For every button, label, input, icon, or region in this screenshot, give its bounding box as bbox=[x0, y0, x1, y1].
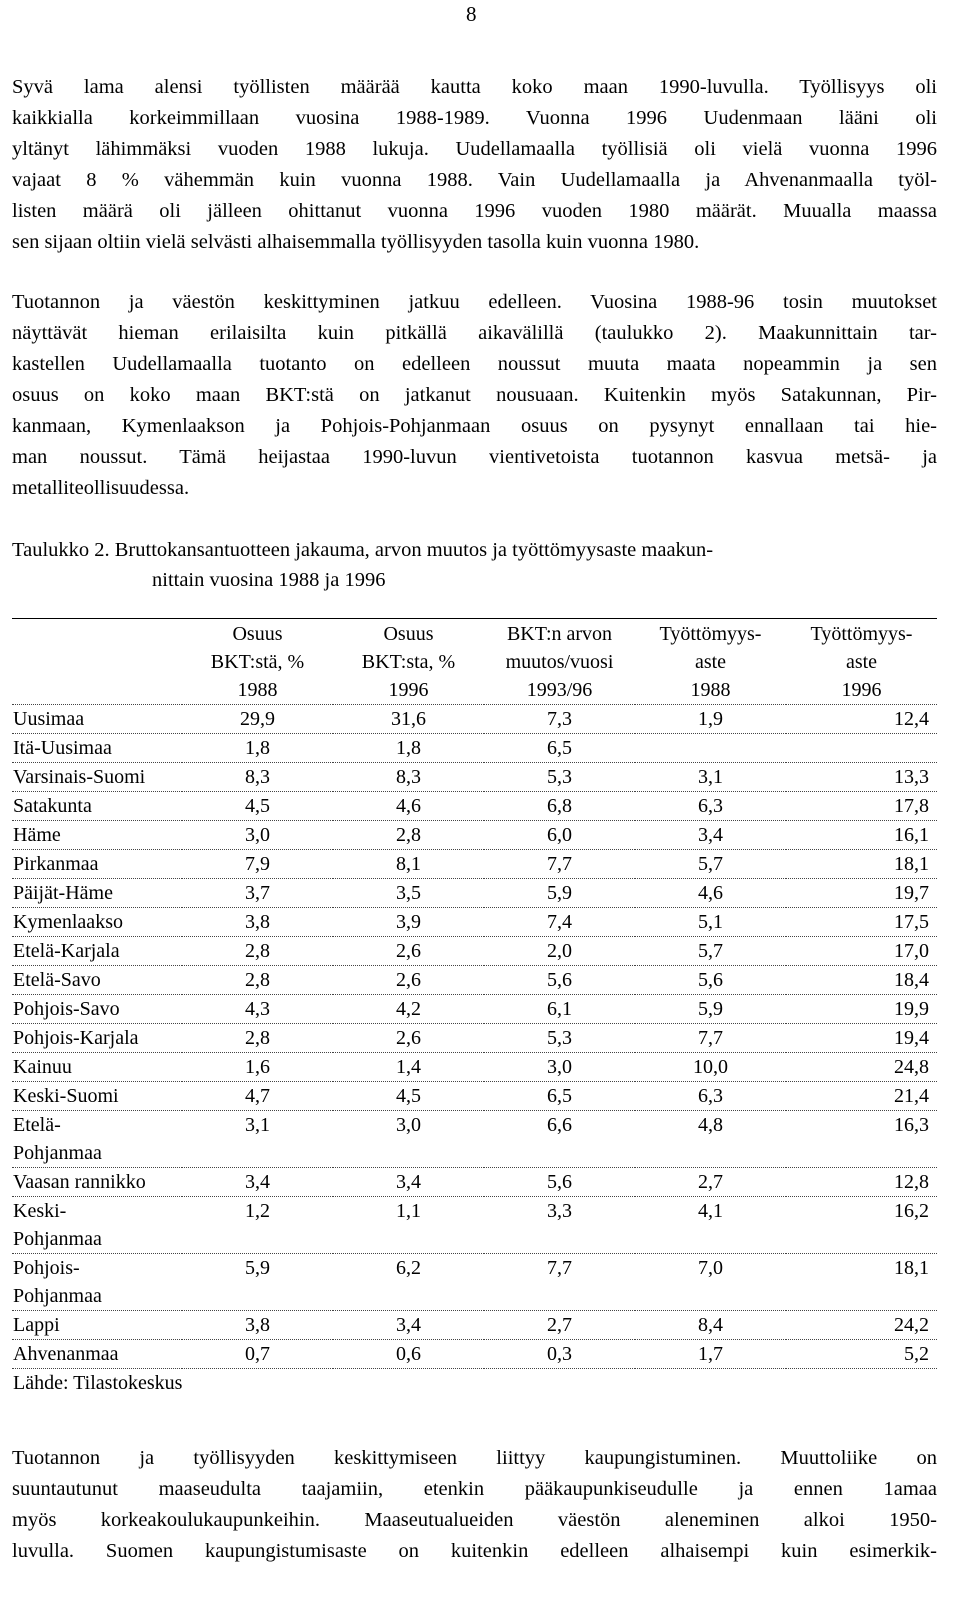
header-line: BKT:stä, % bbox=[210, 651, 305, 673]
table-row bbox=[12, 763, 937, 792]
text-line: man noussut. Tämä heijastaa 1990-luvun vientivetoista tuotannon kasvua metsä- ja bbox=[12, 446, 937, 468]
header-line: Työttömyys- bbox=[659, 623, 762, 645]
value-cell: 3,4 bbox=[182, 1168, 333, 1197]
value-cell: 1,4 bbox=[333, 1053, 484, 1082]
region-name-cell bbox=[12, 937, 182, 966]
header-line: Osuus bbox=[383, 623, 434, 645]
value-cell: 5,6 bbox=[635, 966, 786, 995]
value-cell: 1,7 bbox=[635, 1340, 786, 1369]
value-cell: 8,3 bbox=[182, 763, 333, 792]
region-name-cell bbox=[12, 1311, 182, 1340]
text-line: sen sijaan oltiin vielä selvästi alhaisemmalla työllisyyden tasolla kuin vuonna 1980. bbox=[12, 231, 700, 253]
text-line: kastellen Uudellamaalla tuotanto on edelleen noussut muuta maata nopeammin ja sen bbox=[12, 353, 937, 375]
table-row bbox=[12, 966, 937, 995]
table-source: Lähde: Tilastokeskus bbox=[13, 1372, 183, 1394]
text-line: yltänyt lähimmäksi vuoden 1988 lukuja. Uudellamaalla työllisiä oli vielä vuonna 1996 bbox=[12, 138, 937, 160]
value-cell: 2,6 bbox=[333, 1024, 484, 1053]
table-header-row bbox=[12, 618, 937, 705]
region-name: Kymenlaakso bbox=[13, 911, 123, 933]
value-cell: 6,3 bbox=[635, 792, 786, 821]
table-row bbox=[12, 908, 937, 937]
paragraph-urbanization bbox=[12, 1443, 937, 1567]
region-name: Pohjois-Karjala bbox=[13, 1027, 139, 1049]
value-cell: 4,8 bbox=[635, 1111, 786, 1168]
value-cell: 7,4 bbox=[484, 908, 635, 937]
value-cell: 24,8 bbox=[786, 1053, 937, 1082]
table-caption bbox=[12, 535, 713, 595]
value-cell: 2,7 bbox=[484, 1311, 635, 1340]
table-row bbox=[12, 1024, 937, 1053]
value-cell: 2,0 bbox=[484, 937, 635, 966]
header-line: 1993/96 bbox=[526, 679, 593, 701]
region-name-cell bbox=[12, 1053, 182, 1082]
value-cell: 5,9 bbox=[182, 1254, 333, 1311]
value-cell: 7,3 bbox=[484, 705, 635, 734]
value-cell: 7,7 bbox=[484, 1254, 635, 1311]
region-name-cell bbox=[12, 995, 182, 1024]
value-cell: 5,6 bbox=[484, 1168, 635, 1197]
region-name-cell bbox=[12, 734, 182, 763]
value-cell: 5,9 bbox=[484, 879, 635, 908]
value-cell: 19,4 bbox=[786, 1024, 937, 1053]
value-cell: 4,6 bbox=[333, 792, 484, 821]
text-line: kanmaan, Kymenlaakson ja Pohjois-Pohjanmaan osuus on pysynyt ennallaan tai hie- bbox=[12, 415, 937, 437]
header-cell-region bbox=[12, 618, 182, 705]
value-cell: 3,9 bbox=[333, 908, 484, 937]
header-line: aste bbox=[694, 651, 727, 673]
value-cell: 3,1 bbox=[635, 763, 786, 792]
header-line: Työttömyys- bbox=[810, 623, 913, 645]
paragraph-concentration bbox=[12, 287, 937, 504]
value-cell: 16,3 bbox=[786, 1111, 937, 1168]
table-row bbox=[12, 1082, 937, 1111]
header-cell-unemployment-1988 bbox=[635, 618, 786, 705]
region-name: Keski- bbox=[13, 1200, 67, 1222]
value-cell: 0,6 bbox=[333, 1340, 484, 1369]
value-cell: 5,9 bbox=[635, 995, 786, 1024]
value-cell: 3,0 bbox=[333, 1111, 484, 1168]
value-cell bbox=[786, 734, 937, 763]
region-name: Lappi bbox=[13, 1314, 60, 1336]
table-row bbox=[12, 1053, 937, 1082]
value-cell: 29,9 bbox=[182, 705, 333, 734]
value-cell: 3,0 bbox=[182, 821, 333, 850]
value-cell: 3,8 bbox=[182, 1311, 333, 1340]
value-cell: 12,8 bbox=[786, 1168, 937, 1197]
value-cell: 31,6 bbox=[333, 705, 484, 734]
table-row bbox=[12, 1168, 937, 1197]
value-cell: 3,1 bbox=[182, 1111, 333, 1168]
value-cell: 5,3 bbox=[484, 1024, 635, 1053]
value-cell: 17,0 bbox=[786, 937, 937, 966]
region-name: Pohjois- bbox=[13, 1257, 80, 1279]
value-cell: 16,2 bbox=[786, 1197, 937, 1254]
value-cell: 4,6 bbox=[635, 879, 786, 908]
region-name-cell bbox=[12, 1197, 182, 1254]
header-line: Osuus bbox=[232, 623, 283, 645]
region-name: Itä-Uusimaa bbox=[13, 737, 112, 759]
value-cell: 2,6 bbox=[333, 966, 484, 995]
header-line: muutos/vuosi bbox=[505, 651, 614, 673]
value-cell bbox=[635, 734, 786, 763]
header-line: 1988 bbox=[237, 679, 278, 701]
text-line: näyttävät hieman erilaisilta kuin pitkällä aikavälillä (taulukko 2). Maakunnittain tar- bbox=[12, 322, 937, 344]
region-name-cell bbox=[12, 1082, 182, 1111]
value-cell: 5,7 bbox=[635, 850, 786, 879]
value-cell: 4,3 bbox=[182, 995, 333, 1024]
value-cell: 3,4 bbox=[635, 821, 786, 850]
value-cell: 6,2 bbox=[333, 1254, 484, 1311]
value-cell: 7,7 bbox=[484, 850, 635, 879]
region-name: Uusimaa bbox=[13, 708, 85, 730]
region-name: Keski-Suomi bbox=[13, 1085, 119, 1107]
gdp-table bbox=[12, 618, 937, 1397]
text-line: Syvä lama alensi työllisten määrää kautta koko maan 1990-luvulla. Työllisyys oli bbox=[12, 76, 937, 98]
value-cell: 2,8 bbox=[182, 1024, 333, 1053]
value-cell: 17,5 bbox=[786, 908, 937, 937]
value-cell: 3,7 bbox=[182, 879, 333, 908]
text-line: Tuotannon ja väestön keskittyminen jatkuu edelleen. Vuosina 1988-96 tosin muutokset bbox=[12, 291, 937, 313]
region-name: Satakunta bbox=[13, 795, 92, 817]
value-cell: 2,6 bbox=[333, 937, 484, 966]
table-row bbox=[12, 1311, 937, 1340]
header-line: BKT:sta, % bbox=[361, 651, 456, 673]
value-cell: 5,7 bbox=[635, 937, 786, 966]
value-cell: 6,5 bbox=[484, 1082, 635, 1111]
value-cell: 16,1 bbox=[786, 821, 937, 850]
value-cell: 4,2 bbox=[333, 995, 484, 1024]
value-cell: 7,7 bbox=[635, 1024, 786, 1053]
header-line: BKT:n arvon bbox=[506, 623, 613, 645]
caption-line: Taulukko 2. Bruttokansantuotteen jakauma, arvon muutos ja työttömyysaste maakun- bbox=[12, 539, 714, 561]
value-cell: 7,0 bbox=[635, 1254, 786, 1311]
region-name-cell bbox=[12, 1168, 182, 1197]
value-cell: 2,8 bbox=[182, 937, 333, 966]
region-name-cell bbox=[12, 1340, 182, 1369]
region-name: Pohjois-Savo bbox=[13, 998, 120, 1020]
text-line: kaikkialla korkeimmillaan vuosina 1988-1989. Vuonna 1996 Uudenmaan lääni oli bbox=[12, 107, 937, 129]
text-line: osuus on koko maan BKT:stä on jatkanut nousuaan. Kuitenkin myös Satakunnan, Pir- bbox=[12, 384, 937, 406]
value-cell: 5,1 bbox=[635, 908, 786, 937]
header-cell-share-1996 bbox=[333, 618, 484, 705]
region-name-cell bbox=[12, 763, 182, 792]
header-line: 1988 bbox=[690, 679, 731, 701]
value-cell: 13,3 bbox=[786, 763, 937, 792]
text-line: Tuotannon ja työllisyyden keskittymiseen liittyy kaupungistuminen. Muuttoliike on bbox=[12, 1447, 937, 1469]
value-cell: 7,9 bbox=[182, 850, 333, 879]
table-row bbox=[12, 705, 937, 734]
region-name-cell bbox=[12, 705, 182, 734]
region-name-cell bbox=[12, 966, 182, 995]
table-row bbox=[12, 792, 937, 821]
table-row bbox=[12, 1111, 937, 1168]
value-cell: 1,2 bbox=[182, 1197, 333, 1254]
value-cell: 19,7 bbox=[786, 879, 937, 908]
header-line: 1996 bbox=[388, 679, 429, 701]
value-cell: 3,4 bbox=[333, 1311, 484, 1340]
value-cell: 6,0 bbox=[484, 821, 635, 850]
region-name: Ahvenanmaa bbox=[13, 1343, 119, 1365]
header-cell-gdp-change bbox=[484, 618, 635, 705]
value-cell: 8,1 bbox=[333, 850, 484, 879]
region-name-cell bbox=[12, 879, 182, 908]
value-cell: 4,5 bbox=[182, 792, 333, 821]
value-cell: 6,8 bbox=[484, 792, 635, 821]
region-name-cell bbox=[12, 821, 182, 850]
value-cell: 3,4 bbox=[333, 1168, 484, 1197]
region-name: Etelä-Savo bbox=[13, 969, 101, 991]
value-cell: 6,6 bbox=[484, 1111, 635, 1168]
region-name: Pohjanmaa bbox=[13, 1142, 102, 1164]
text-line: luvulla. Suomen kaupungistumisaste on kuitenkin edelleen alhaisempi kuin esimerkik- bbox=[12, 1540, 937, 1562]
text-line: listen määrä oli jälleen ohittanut vuonna 1996 vuoden 1980 määrät. Muualla maassa bbox=[12, 200, 937, 222]
region-name-cell bbox=[12, 850, 182, 879]
region-name-cell bbox=[12, 908, 182, 937]
text-line: suuntautunut maaseudulta taajamiin, etenkin pääkaupunkiseudulle ja ennen 1amaa bbox=[12, 1478, 937, 1500]
value-cell: 4,5 bbox=[333, 1082, 484, 1111]
table-row bbox=[12, 734, 937, 763]
table-row bbox=[12, 1340, 937, 1369]
table-row bbox=[12, 1197, 937, 1254]
value-cell: 18,1 bbox=[786, 850, 937, 879]
value-cell: 1,9 bbox=[635, 705, 786, 734]
value-cell: 5,2 bbox=[786, 1340, 937, 1369]
value-cell: 5,6 bbox=[484, 966, 635, 995]
caption-line: nittain vuosina 1988 ja 1996 bbox=[152, 569, 386, 591]
value-cell: 3,5 bbox=[333, 879, 484, 908]
value-cell: 2,8 bbox=[333, 821, 484, 850]
value-cell: 8,4 bbox=[635, 1311, 786, 1340]
paragraph-employment bbox=[12, 72, 937, 258]
region-name: Pohjanmaa bbox=[13, 1285, 102, 1307]
value-cell: 1,6 bbox=[182, 1053, 333, 1082]
text-line: myös korkeakoulukaupunkeihin. Maaseutualueiden väestön aleneminen alkoi 1950- bbox=[12, 1509, 937, 1531]
region-name-cell bbox=[12, 1254, 182, 1311]
header-line: aste bbox=[845, 651, 878, 673]
value-cell: 12,4 bbox=[786, 705, 937, 734]
value-cell: 18,4 bbox=[786, 966, 937, 995]
value-cell: 4,1 bbox=[635, 1197, 786, 1254]
region-name-cell bbox=[12, 1024, 182, 1053]
value-cell: 1,8 bbox=[333, 734, 484, 763]
value-cell: 6,5 bbox=[484, 734, 635, 763]
value-cell: 18,1 bbox=[786, 1254, 937, 1311]
value-cell: 10,0 bbox=[635, 1053, 786, 1082]
region-name: Vaasan rannikko bbox=[13, 1171, 146, 1193]
value-cell: 24,2 bbox=[786, 1311, 937, 1340]
table-row bbox=[12, 995, 937, 1024]
text-line: vajaat 8 % vähemmän kuin vuonna 1988. Vain Uudellamaalla ja Ahvenanmaalla työl- bbox=[12, 169, 937, 191]
table-row bbox=[12, 850, 937, 879]
region-name-cell bbox=[12, 1111, 182, 1168]
table-row bbox=[12, 821, 937, 850]
value-cell: 5,3 bbox=[484, 763, 635, 792]
value-cell: 17,8 bbox=[786, 792, 937, 821]
value-cell: 3,8 bbox=[182, 908, 333, 937]
value-cell: 3,3 bbox=[484, 1197, 635, 1254]
value-cell: 2,8 bbox=[182, 966, 333, 995]
value-cell: 1,8 bbox=[182, 734, 333, 763]
table-source-row bbox=[12, 1369, 937, 1398]
value-cell: 21,4 bbox=[786, 1082, 937, 1111]
value-cell: 6,1 bbox=[484, 995, 635, 1024]
value-cell: 3,0 bbox=[484, 1053, 635, 1082]
region-name: Päijät-Häme bbox=[13, 882, 113, 904]
region-name: Kainuu bbox=[13, 1056, 72, 1078]
region-name: Pohjanmaa bbox=[13, 1228, 102, 1250]
value-cell: 8,3 bbox=[333, 763, 484, 792]
value-cell: 2,7 bbox=[635, 1168, 786, 1197]
region-name-cell bbox=[12, 792, 182, 821]
value-cell: 4,7 bbox=[182, 1082, 333, 1111]
value-cell: 1,1 bbox=[333, 1197, 484, 1254]
value-cell: 0,7 bbox=[182, 1340, 333, 1369]
region-name: Varsinais-Suomi bbox=[13, 766, 146, 788]
region-name: Pirkanmaa bbox=[13, 853, 99, 875]
table-row bbox=[12, 1254, 937, 1311]
region-name: Etelä- bbox=[13, 1114, 61, 1136]
header-cell-unemployment-1996 bbox=[786, 618, 937, 705]
value-cell: 6,3 bbox=[635, 1082, 786, 1111]
value-cell: 0,3 bbox=[484, 1340, 635, 1369]
region-name: Häme bbox=[13, 824, 61, 846]
text-line: metalliteollisuudessa. bbox=[12, 477, 190, 499]
header-line: 1996 bbox=[841, 679, 882, 701]
region-name: Etelä-Karjala bbox=[13, 940, 120, 962]
table-row bbox=[12, 937, 937, 966]
header-cell-share-1988 bbox=[182, 618, 333, 705]
page-number: 8 bbox=[466, 2, 477, 26]
value-cell: 19,9 bbox=[786, 995, 937, 1024]
table-row bbox=[12, 879, 937, 908]
